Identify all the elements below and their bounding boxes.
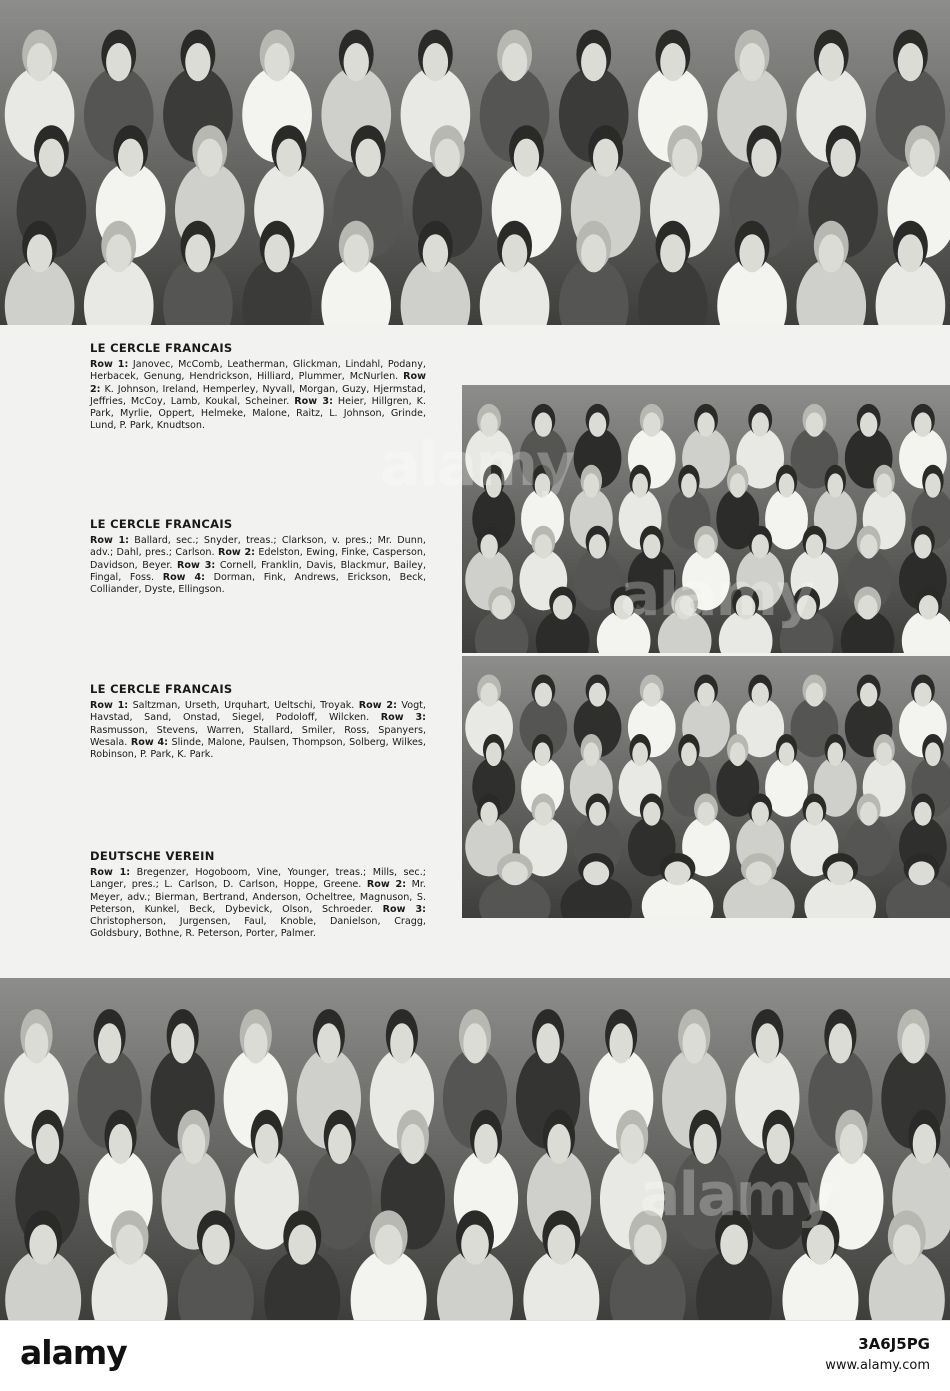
caption-title: DEUTSCHE VEREIN (90, 849, 215, 863)
row-names: Vogt, Havstad, Sand, Onstad, Siegel, Podoloff, Wilcken. (90, 700, 426, 724)
caption-title: LE CERCLE FRANCAIS (90, 517, 233, 531)
caption-le-cercle-francais-2 (90, 518, 426, 596)
row-label: Row 1: (90, 867, 131, 879)
row-label: Row 2: (90, 371, 426, 395)
caption-title: LE CERCLE FRANCAIS (90, 682, 233, 696)
photo-le-cercle-francais-right-1 (462, 385, 950, 653)
row-label: Row 1: (90, 535, 129, 547)
caption-le-cercle-francais-1 (90, 342, 426, 432)
row-names: Janovec, McComb, Leatherman, Glickman, Lindahl, Podany, Herbacek, Genung, Hendrickson, Hilliard, Plummer, McNurlen. (90, 359, 426, 383)
caption-le-cercle-francais-3 (90, 683, 426, 761)
group-photo-figures (0, 978, 950, 1320)
row-label: Row 1: (90, 359, 129, 371)
watermark-text: alamy (640, 1160, 834, 1230)
photo-deutsche-verein-bottom (0, 978, 950, 1320)
watermark-text: alamy (620, 560, 814, 630)
row-names: Cornell, Franklin, Davis, Blackmur, Bailey, Fingal, Foss. (90, 559, 426, 583)
row-names: Dorman, Fink, Andrews, Erickson, Beck, Colliander, Dyste, Ellingson. (90, 571, 426, 596)
watermark-text: alamy (380, 430, 574, 500)
group-photo-figures (462, 385, 950, 653)
caption-title: LE CERCLE FRANCAIS (90, 341, 233, 355)
row-names: Saltzman, Urseth, Urquhart, Ueltschi, Troyak. (132, 700, 355, 712)
row-label: Row 2: (358, 700, 397, 712)
row-names: Ballard, sec.; Snyder, treas.; Clarkson, v. pres.; Mr. Dunn, adv.; Dahl, pres.; Carlson. (90, 535, 426, 559)
row-names: Christopherson, Jurgensen, Faul, Knoble, Danielson, Cragg, Goldsbury, Bothne, R. Peterson, Porter, Palmer. (90, 916, 426, 940)
caption-deutsche-verein (90, 850, 426, 940)
row-label: Row 4: (130, 736, 169, 748)
stock-footer (0, 1320, 950, 1391)
row-label: Row 4: (162, 571, 205, 583)
row-label: Row 2: (217, 547, 255, 559)
student-figure (723, 853, 795, 918)
row-label: Row 3: (380, 712, 426, 724)
group-photo-figures (0, 0, 950, 325)
row-label: Row 1: (90, 700, 129, 712)
brand-logo[interactable]: alamy (20, 1333, 127, 1372)
stock-info (825, 1335, 930, 1373)
student-figure (560, 853, 632, 918)
photo-le-cercle-francais-right-2 (462, 656, 950, 918)
row-names: Edelston, Ewing, Finke, Casperson, Davidson, Beyer. (90, 547, 426, 571)
row-names: Slinde, Malone, Paulsen, Thompson, Solberg, Wilkes, Robinson, P. Park, K. Park. (90, 736, 426, 761)
row-names: Heier, Hillgren, K. Park, Myrlie, Oppert, Helmeke, Malone, Raitz, L. Johnson, Grinde, Lund, P. Park, Knudtson. (90, 395, 426, 432)
image-id: 3A6J5PG (858, 1335, 930, 1353)
photo-le-cercle-francais-top (0, 0, 950, 325)
row-label: Row 3: (382, 903, 426, 915)
row-names: K. Johnson, Ireland, Hemperley, Nyvall, Morgan, Guzy, Hjermstad, Jeffries, McCoy, Lamb, Koukal, Scheiner. (90, 383, 426, 407)
site-url[interactable]: www.alamy.com (825, 1358, 930, 1373)
row-names: Bregenzer, Hogoboom, Vine, Younger, treas.; Mills, sec.; Langer, pres.; L. Carlson, D. Carlson, Hoppe, Greene. (90, 867, 426, 891)
row-label: Row 2: (366, 879, 407, 891)
row-names: Rasmusson, Stevens, Warren, Stallard, Smiler, Ross, Spanyers, Wesala. (90, 724, 426, 748)
row-label: Row 3: (177, 559, 216, 571)
row-names: Mr. Meyer, adv.; Bierman, Bertrand, Anderson, Ocheltree, Magnuson, S. Peterson, Kunkel, Beck, Dybevick, Olson, Schroeder. (90, 879, 426, 915)
row-label: Row 3: (294, 395, 333, 407)
group-photo-figures (462, 656, 950, 918)
